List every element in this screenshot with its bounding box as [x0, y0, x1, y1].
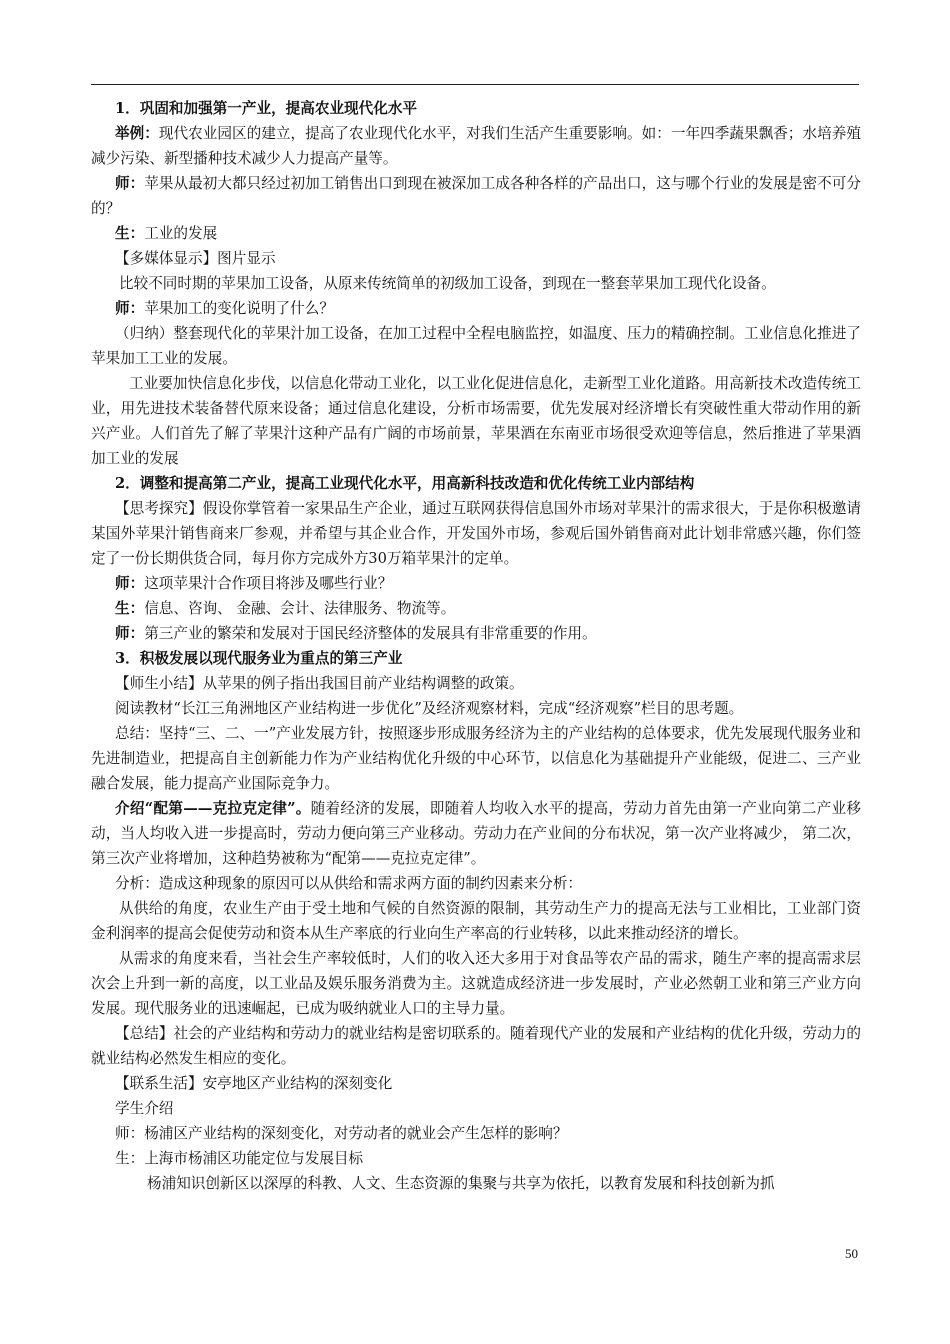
paragraph: 杨浦知识创新区以深厚的科教、人文、生态资源的集聚与共享为依托，以教育发展和科技创新为抓: [147, 1175, 775, 1192]
paragraph: 师：苹果加工的变化说明了什么？: [115, 300, 334, 317]
header-rule: [91, 84, 859, 85]
paragraph: 师：第三产业的繁荣和发展对于国民经济整体的发展具有非常重要的作用。: [115, 625, 597, 642]
paragraph: 生：上海市杨浦区功能定位与发展目标: [115, 1150, 364, 1167]
paragraph: 师：苹果从最初大都只经过初加工销售出口到现在被深加工成各种各样的产品出口，这与哪个行业的发展是密不可分的？: [91, 175, 861, 217]
paragraph: 【思考探究】假设你掌管着一家果品生产企业，通过互联网获得信息国外市场对苹果汁的需求很大，于是你积极邀请某国外苹果汁销售商来厂参观，并希望与其企业合作，开发国外市场，参观后国外销售商对此计划非常感兴趣，你们签定了一份长期供货合同，每月你方完成外方30万箱苹果汁的定单。: [91, 500, 861, 567]
paragraph: 【总结】社会的产业结构和劳动力的就业结构是密切联系的。随着现代产业的发展和产业结构的优化升级，劳动力的就业结构必然发生相应的变化。: [91, 1025, 861, 1067]
section-heading-3: 3．积极发展以现代服务业为重点的第三产业: [115, 650, 403, 667]
paragraph: 【联系生活】安亭地区产业结构的深刻变化: [115, 1075, 393, 1092]
paragraph: 分析：造成这种现象的原因可以从供给和需求两方面的制约因素来分析：: [115, 875, 583, 892]
paragraph: 比较不同时期的苹果加工设备，从原来传统简单的初级加工设备，到现在一整套苹果加工现代化设备。: [119, 275, 776, 292]
paragraph: （归纳）整套现代化的苹果汁加工设备，在加工过程中全程电脑监控，如温度、压力的精确控制。工业信息化推进了苹果加工工业的发展。: [91, 325, 861, 367]
page-number: 50: [845, 1246, 858, 1261]
paragraph: 总结：坚持“三、二、一”产业发展方针，按照逐步形成服务经济为主的产业结构的总体要求，优先发展现代服务业和先进制造业，把提高自主创新能力作为产业结构优化升级的中心环节，以信息化为基础提升产业能级，促进二、三产业融合发展，能力提高产业国际竞争力。: [91, 725, 861, 792]
document-body: [91, 96, 861, 1196]
paragraph: 【师生小结】从苹果的例子指出我国目前产业结构调整的政策。: [115, 675, 524, 692]
paragraph: 生：工业的发展: [115, 225, 218, 242]
paragraph: 学生介绍: [115, 1100, 174, 1117]
section-heading-2: 2．调整和提高第二产业，提高工业现代化水平，用高新科技改造和优化传统工业内部结构: [115, 475, 695, 492]
paragraph: 生：信息、咨询、 金融、会计、法律服务、物流等。: [115, 600, 456, 617]
paragraph: 工业要加快信息化步伐，以信息化带动工业化，以工业化促进信息化，走新型工业化道路。用高新技术改造传统工业，用先进技术装备替代原来设备；通过信息化建设，分析市场需要，优先发展对经济增长有突破性重大带动作用的新兴产业。人们首先了解了苹果汁这种产品有广阔的市场前景，苹果酒在东南亚市场很受欢迎等信息，然后推进了苹果酒加工业的发展: [91, 375, 861, 467]
paragraph: 介绍“配第——克拉克定律”。随着经济的发展，即随着人均收入水平的提高，劳动力首先由第一产业向第二产业移动，当人均收入进一步提高时，劳动力便向第三产业移动。劳动力在产业间的分布状况，第一次产业将减少， 第二次，第三次产业将增加，这种趋势被称为“配第——克拉克定律”。: [91, 800, 861, 867]
paragraph: 举例：现代农业园区的建立，提高了农业现代化水平，对我们生活产生重要影响。如：一年四季蔬果飘香；水培养殖减少污染、新型播种技术减少人力提高产量等。: [91, 125, 861, 167]
paragraph: 师：杨浦区产业结构的深刻变化，对劳动者的就业会产生怎样的影响？: [115, 1125, 568, 1142]
section-heading-1: 1．巩固和加强第一产业，提高农业现代化水平: [115, 100, 418, 117]
paragraph: 【多媒体显示】图片显示: [115, 250, 276, 267]
paragraph: 阅读教材“长江三角洲地区产业结构进一步优化”及经济观察材料，完成“经济观察”栏目的思考题。: [115, 700, 744, 717]
paragraph: 师：这项苹果汁合作项目将涉及哪些行业？: [115, 575, 393, 592]
paragraph: 从需求的角度来看，当社会生产率较低时，人们的收入还大多用于对食品等农产品的需求，随生产率的提高需求层次会上升到一新的高度，以工业品及娱乐服务消费为主。这就造成经济进一步发展时，产业必然朝工业和第三产业方向发展。现代服务业的迅速崛起，已成为吸纳就业人口的主导力量。: [91, 950, 861, 1017]
paragraph: 从供给的角度，农业生产由于受土地和气候的自然资源的限制，其劳动生产力的提高无法与工业相比，工业部门资金利润率的提高会促使劳动和资本从生产率底的行业向生产率高的行业转移，以此来推动经济的增长。: [91, 900, 861, 942]
